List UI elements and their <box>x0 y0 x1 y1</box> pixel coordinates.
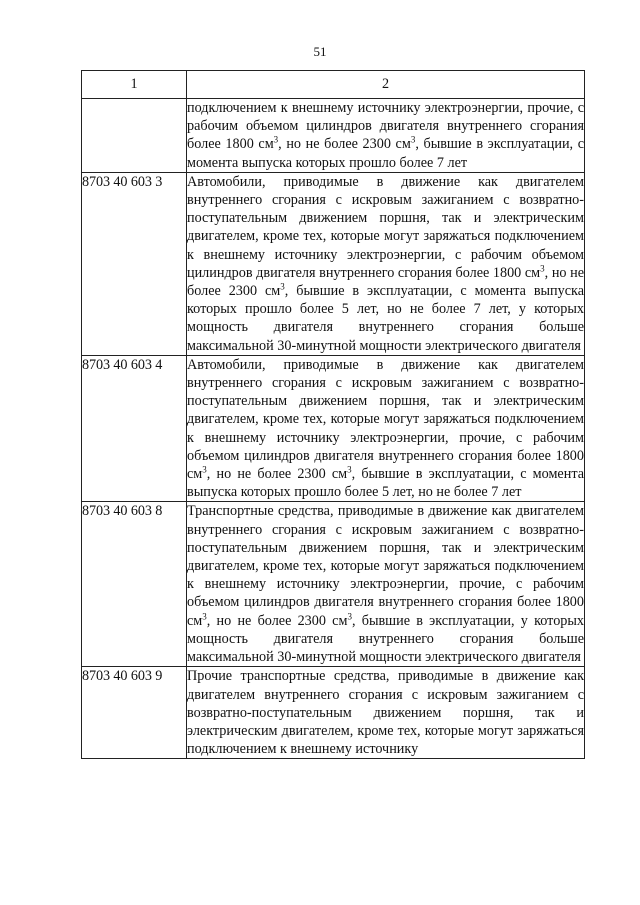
table-row <box>82 355 585 502</box>
commodity-description <box>187 99 585 173</box>
commodity-description <box>187 172 585 355</box>
commodity-code: 8703 40 603 3 <box>82 172 187 355</box>
column-header-description: 2 <box>187 71 585 99</box>
description-text: Прочие транспортные средства, приводимые в движение как двигателем внутреннего сгорания с искровым зажиганием с возвратно-поступательным движением поршня, так и электрическим двигателем, кроме тех, которые могут заряжаться подключением к внешнему источнику <box>187 668 584 758</box>
table-row <box>82 667 585 759</box>
commodity-code: 8703 40 603 4 <box>82 355 187 502</box>
table-row <box>82 99 585 173</box>
commodity-code: 8703 40 603 8 <box>82 502 187 667</box>
tariff-table <box>81 70 585 759</box>
commodity-code <box>82 99 187 173</box>
table-body <box>82 99 585 759</box>
table-header-row <box>82 71 585 99</box>
description-text: Автомобили, приводимые в движение как двигателем внутреннего сгорания с искровым зажиганием с возвратно-поступательным движением поршня, так и электрическим двигателем, кроме тех, которые могут заряжаться подключением к внешнему источнику электроэнергии, с рабочим объемом цилиндров двигателя внутреннего сгорания более 1800 $см^3$, но не более 2300 $см^3$, бывшие в эксплуатации, с момента выпуска которых прошло более 5 лет, но не более 7 лет, у которых мощность двигателя внутреннего сгорания больше максимальной 30-минутной мощности электрического двигателя <box>187 173 585 354</box>
commodity-description <box>187 667 585 759</box>
commodity-code: 8703 40 603 9 <box>82 667 187 759</box>
description-text: Транспортные средства, приводимые в движение как двигателем внутреннего сгорания с искровым зажиганием с возвратно-поступательным движением поршня, так и электрическим двигателем, кроме тех, которые могут заряжаться подключением к внешнему источнику электроэнергии, прочие, с рабочим объемом цилиндров двигателя внутреннего сгорания более 1800 $см^3$, но не более 2300 $см^3$, бывшие в эксплуатации, у которых мощность двигателя внутреннего сгорания больше максимальной 30-минутной мощности электрического двигателя <box>187 503 585 666</box>
column-header-code: 1 <box>82 71 187 99</box>
table-row <box>82 172 585 355</box>
table-row <box>82 502 585 667</box>
commodity-description <box>187 355 585 502</box>
commodity-description <box>187 502 585 667</box>
description-text: Автомобили, приводимые в движение как двигателем внутреннего сгорания с искровым зажиганием с возвратно-поступательным движением поршня, так и электрическим двигателем, кроме тех, которые могут заряжаться подключением к внешнему источнику электроэнергии, прочие, с рабочим объемом цилиндров двигателя внутреннего сгорания более 1800 $см^3$, но не более 2300 $см^3$, бывшие в эксплуатации, с момента выпуска которых прошло более 5 лет, но не более 7 лет <box>187 356 584 501</box>
page-number: 51 <box>313 44 327 59</box>
description-text: подключением к внешнему источнику электроэнергии, прочие, с рабочим объемом цилиндров двигателя внутреннего сгорания более 1800 $см^3$, но не более 2300 $см^3$, бывшие в эксплуатации, с момента выпуска которых прошло более 7 лет <box>187 100 584 171</box>
